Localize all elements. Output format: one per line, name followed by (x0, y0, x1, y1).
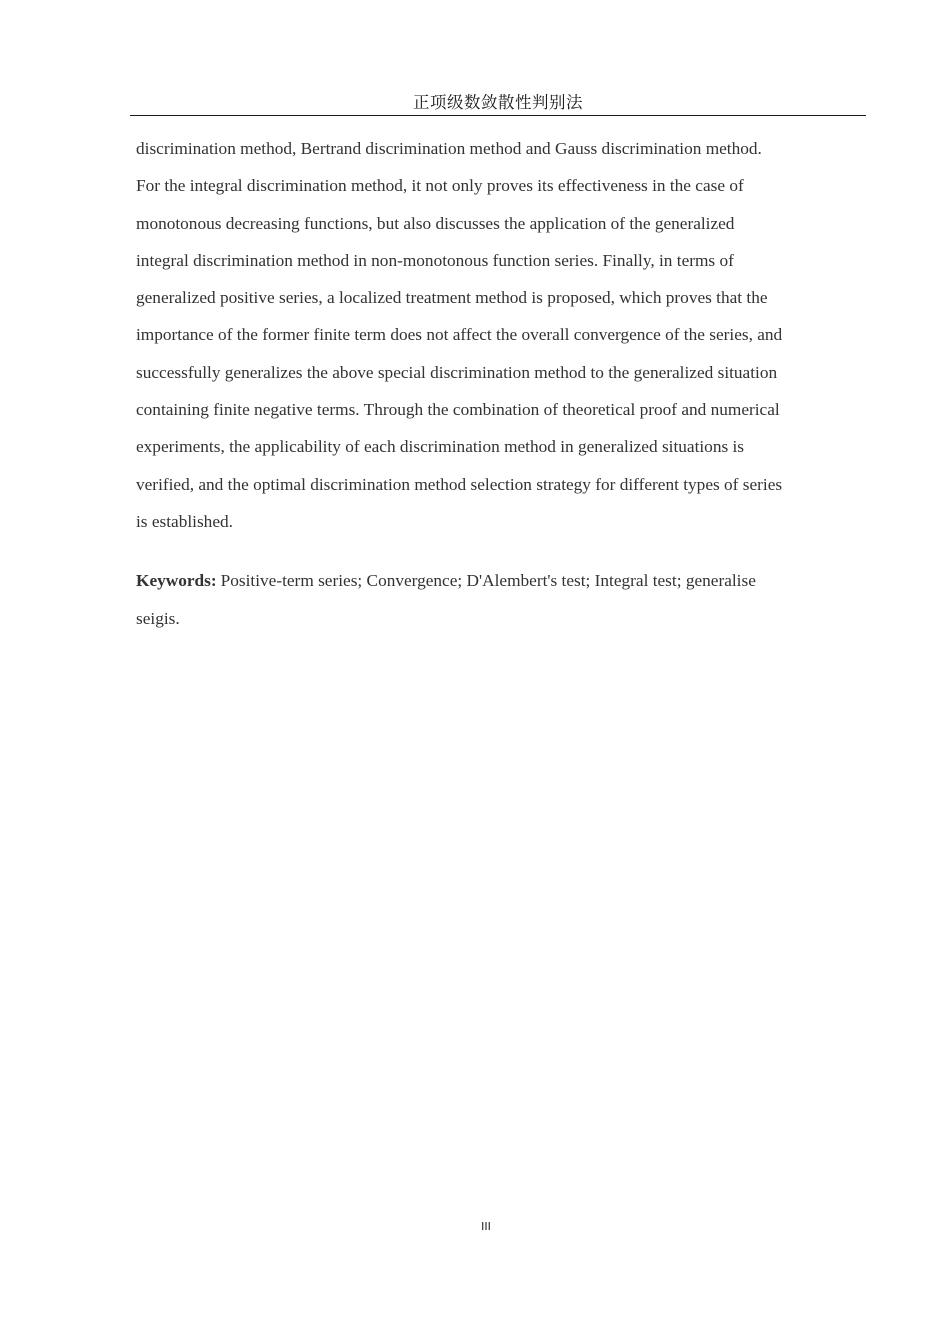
page-number: III (481, 1220, 491, 1233)
abstract-line: discrimination method, Bertrand discrimination method and Gauss discrimination method. (136, 139, 762, 158)
abstract-line: monotonous decreasing functions, but also discusses the application of the generalized (136, 213, 735, 233)
abstract-line: importance of the former finite term does not affect the overall convergence of the series, and (136, 325, 783, 345)
keywords-block (136, 562, 860, 637)
running-header (130, 91, 866, 116)
abstract-line: verified, and the optimal discrimination method selection strategy for different types of series (136, 474, 783, 494)
abstract-line: containing finite negative terms. Through the combination of theoretical proof and numerical (136, 400, 780, 420)
abstract-line: generalized positive series, a localized treatment method is proposed, which proves that the (136, 288, 768, 308)
abstract-line: successfully generalizes the above special discrimination method to the generalized situation (136, 362, 778, 382)
keywords-text: Positive-term series; Convergence; D'Alembert's test; Integral test; generalise (220, 571, 756, 591)
keywords-line (136, 562, 860, 599)
abstract-line: integral discrimination method in non-monotonous function series. Finally, in terms of (136, 250, 734, 270)
abstract-body (136, 130, 860, 637)
keywords-label: Keywords: (136, 571, 217, 591)
header-title: 正项级数敛散性判别法 (413, 93, 583, 112)
abstract-line: experiments, the applicability of each discrimination method in generalized situations is (136, 437, 745, 457)
abstract-line: For the integral discrimination method, it not only proves its effectiveness in the case of (136, 176, 744, 196)
keywords-line-continuation: seigis. (136, 608, 180, 628)
abstract-line: is established. (136, 511, 233, 531)
